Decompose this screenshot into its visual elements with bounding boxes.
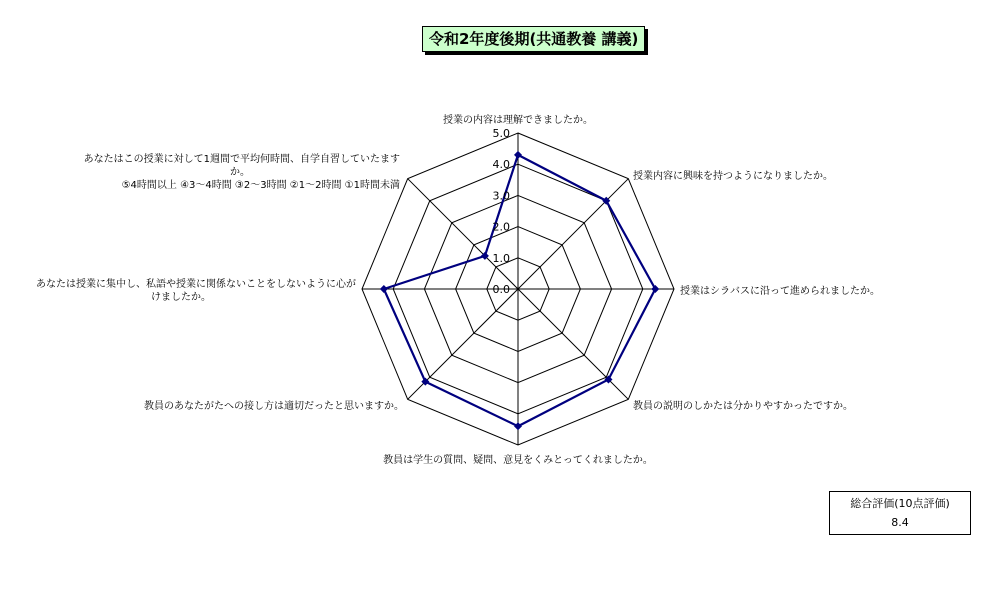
axis-label-1-line-1: 授業の内容は理解できましたか。 bbox=[443, 115, 593, 126]
axis-label-5-line-1: 教員は学生の質問、疑問、意見をくみとってくれましたか。 bbox=[383, 455, 653, 466]
tick-label-2: 2.0 bbox=[492, 220, 510, 234]
axis-label-7 bbox=[36, 277, 356, 303]
axis-label-7-line-1: あなたは授業に集中し、私語や授業に関係ないことをしないように心が bbox=[36, 279, 356, 290]
chart-title: 令和2年度後期(共通教養 講義) bbox=[422, 26, 645, 52]
tick-label-1: 1.0 bbox=[492, 251, 510, 265]
axis-label-6-line-1: 教員のあなたがたへの接し方は適切だったと思いますか。 bbox=[144, 401, 404, 412]
axis-label-8 bbox=[84, 152, 400, 191]
tick-label-5: 5.0 bbox=[492, 127, 510, 140]
axis-label-2-line-1: 授業内容に興味を持つようになりましたか。 bbox=[633, 171, 833, 182]
tick-label-3: 3.0 bbox=[492, 189, 510, 203]
data-point-7 bbox=[380, 285, 388, 293]
axis-label-1 bbox=[443, 113, 593, 126]
data-point-1 bbox=[514, 151, 522, 159]
axis-label-3-line-1: 授業はシラバスに沿って進められましたか。 bbox=[680, 286, 880, 297]
axis-label-8-line-1: あなたはこの授業に対して1週間で平均何時間、自学自習していたます bbox=[83, 154, 400, 165]
axis-label-5 bbox=[383, 453, 653, 466]
axis-label-7-line-2: けましたか。 bbox=[151, 292, 211, 303]
axis-label-6 bbox=[144, 399, 404, 412]
tick-label-0: 0.0 bbox=[492, 283, 510, 296]
radial-tick-labels bbox=[493, 127, 511, 296]
axis-label-4-line-1: 教員の説明のしかたは分かりやすかったですか。 bbox=[633, 401, 853, 412]
axis-label-4 bbox=[633, 399, 853, 412]
tick-label-4: 4.0 bbox=[492, 158, 510, 172]
overall-score-box bbox=[829, 491, 971, 535]
axis-label-3 bbox=[680, 284, 880, 297]
radar-grid bbox=[362, 133, 674, 445]
data-point-5 bbox=[514, 422, 522, 430]
overall-score-label: 総合評価(10点評価) bbox=[850, 497, 950, 510]
overall-score-value: 8.4 bbox=[891, 516, 909, 529]
axis-label-8-line-2: か。 bbox=[230, 167, 250, 178]
axis-label-2 bbox=[633, 169, 833, 182]
axis-label-8-line-3: ⑤4時間以上 ④3～4時間 ③2～3時間 ②1～2時間 ①1時間未満 bbox=[121, 180, 400, 191]
